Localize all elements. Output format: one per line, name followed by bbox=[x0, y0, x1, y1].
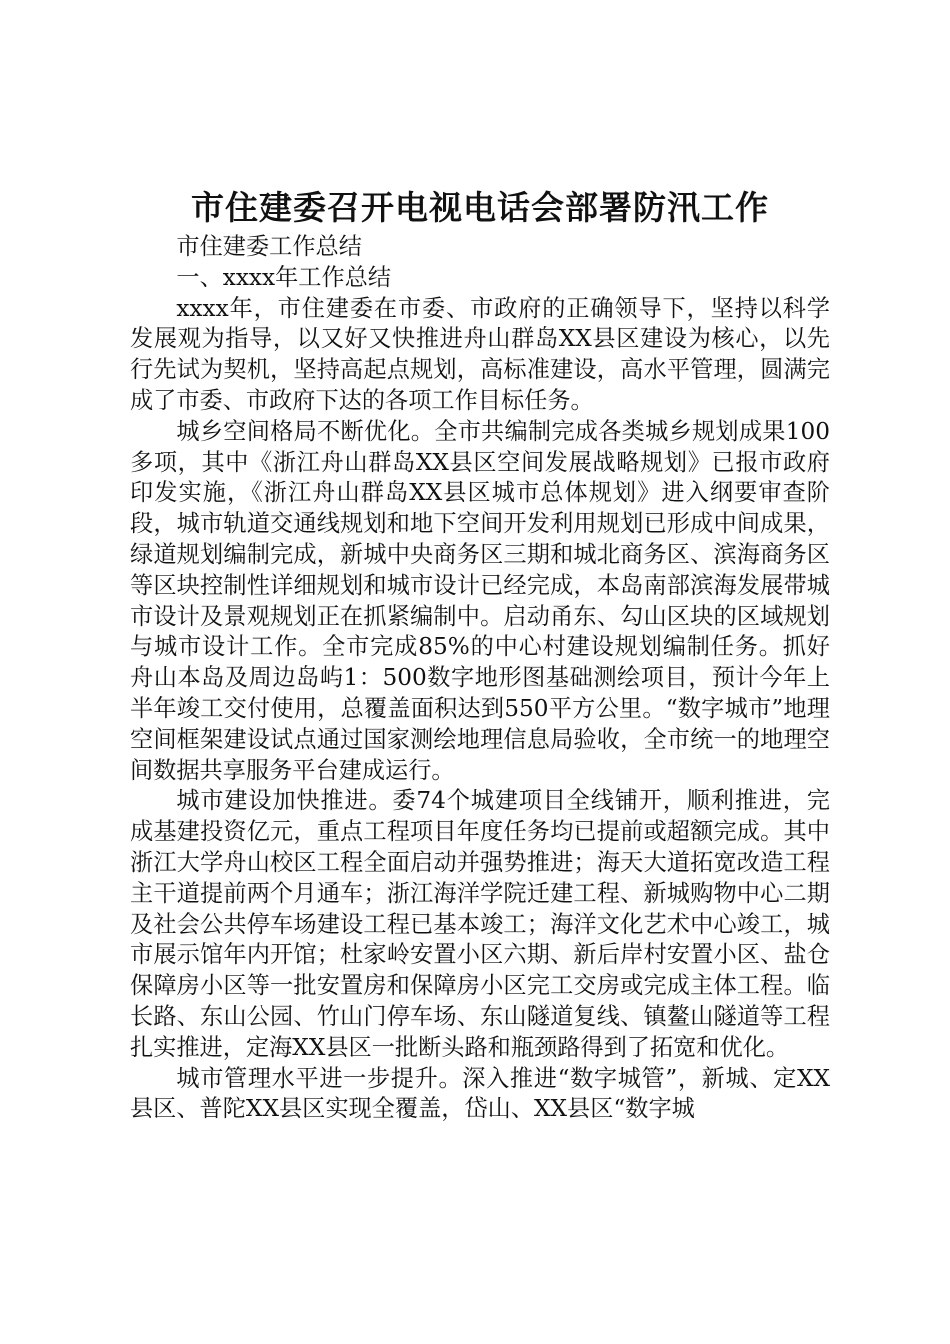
management-paragraph: 城市管理水平进一步提升。深入推进“数字城管”，新城、定XX县区、普陀XX县区实现全覆盖，岱山、XX县区“数字城 bbox=[130, 1064, 830, 1123]
document-title: 市住建委召开电视电话会部署防汛工作 bbox=[191, 188, 769, 227]
document-body bbox=[130, 232, 830, 1125]
construction-paragraph: 城市建设加快推进。委74个城建项目全线铺开，顺利推进，完成基建投资亿元，重点工程项目年度任务均已提前或超额完成。其中浙江大学舟山校区工程全面启动并强势推进；海天大道拓宽改造工程主干道提前两个月通车；浙江海洋学院迁建工程、新城购物中心二期及社会公共停车场建设工程已基本竣工；海洋文化艺术中心竣工，城市展示馆年内开馆；杜家岭安置小区六期、新后岸村安置小区、盐仓保障房小区等一批安置房和保障房小区完工交房或完成主体工程。临长路、东山公园、竹山门停车场、东山隧道复线、镇鳌山隧道等工程扎实推进，定海XX县区一批断头路和瓶颈路得到了拓宽和优化。 bbox=[130, 787, 830, 1061]
intro-paragraph: xxxx年，市住建委在市委、市政府的正确领导下，坚持以科学发展观为指导，以又好又快推进舟山群岛XX县区建设为核心，以先行先试为契机，坚持高起点规划，高标准建设，高水平管理，圆满完成了市委、市政府下达的各项工作目标任务。 bbox=[130, 294, 830, 414]
subtitle-paragraph: 市住建委工作总结 bbox=[176, 233, 362, 260]
planning-paragraph: 城乡空间格局不断优化。全市共编制完成各类城乡规划成果100多项，其中《浙江舟山群岛XX县区空间发展战略规划》已报市政府印发实施，《浙江舟山群岛XX县区城市总体规划》进入纲要审查阶段，城市轨道交通线规划和地下空间开发利用规划已形成中间成果，绿道规划编制完成，新城中央商务区三期和城北商务区、滨海商务区等区块控制性详细规划和城市设计已经完成，本岛南部滨海发展带城市设计及景观规划正在抓紧编制中。启动甬东、勾山区块的区域规划与城市设计工作。全市完成85%的中心村建设规划编制任务。抓好舟山本岛及周边岛屿1：500数字地形图基础测绘项目，预计今年上半年竣工交付使用，总覆盖面积达到550平方公里。“数字城市”地理空间框架建设试点通过国家测绘地理信息局验收，全市统一的地理空间数据共享服务平台建成运行。 bbox=[130, 417, 830, 784]
section-heading: 一、xxxx年工作总结 bbox=[176, 263, 392, 291]
